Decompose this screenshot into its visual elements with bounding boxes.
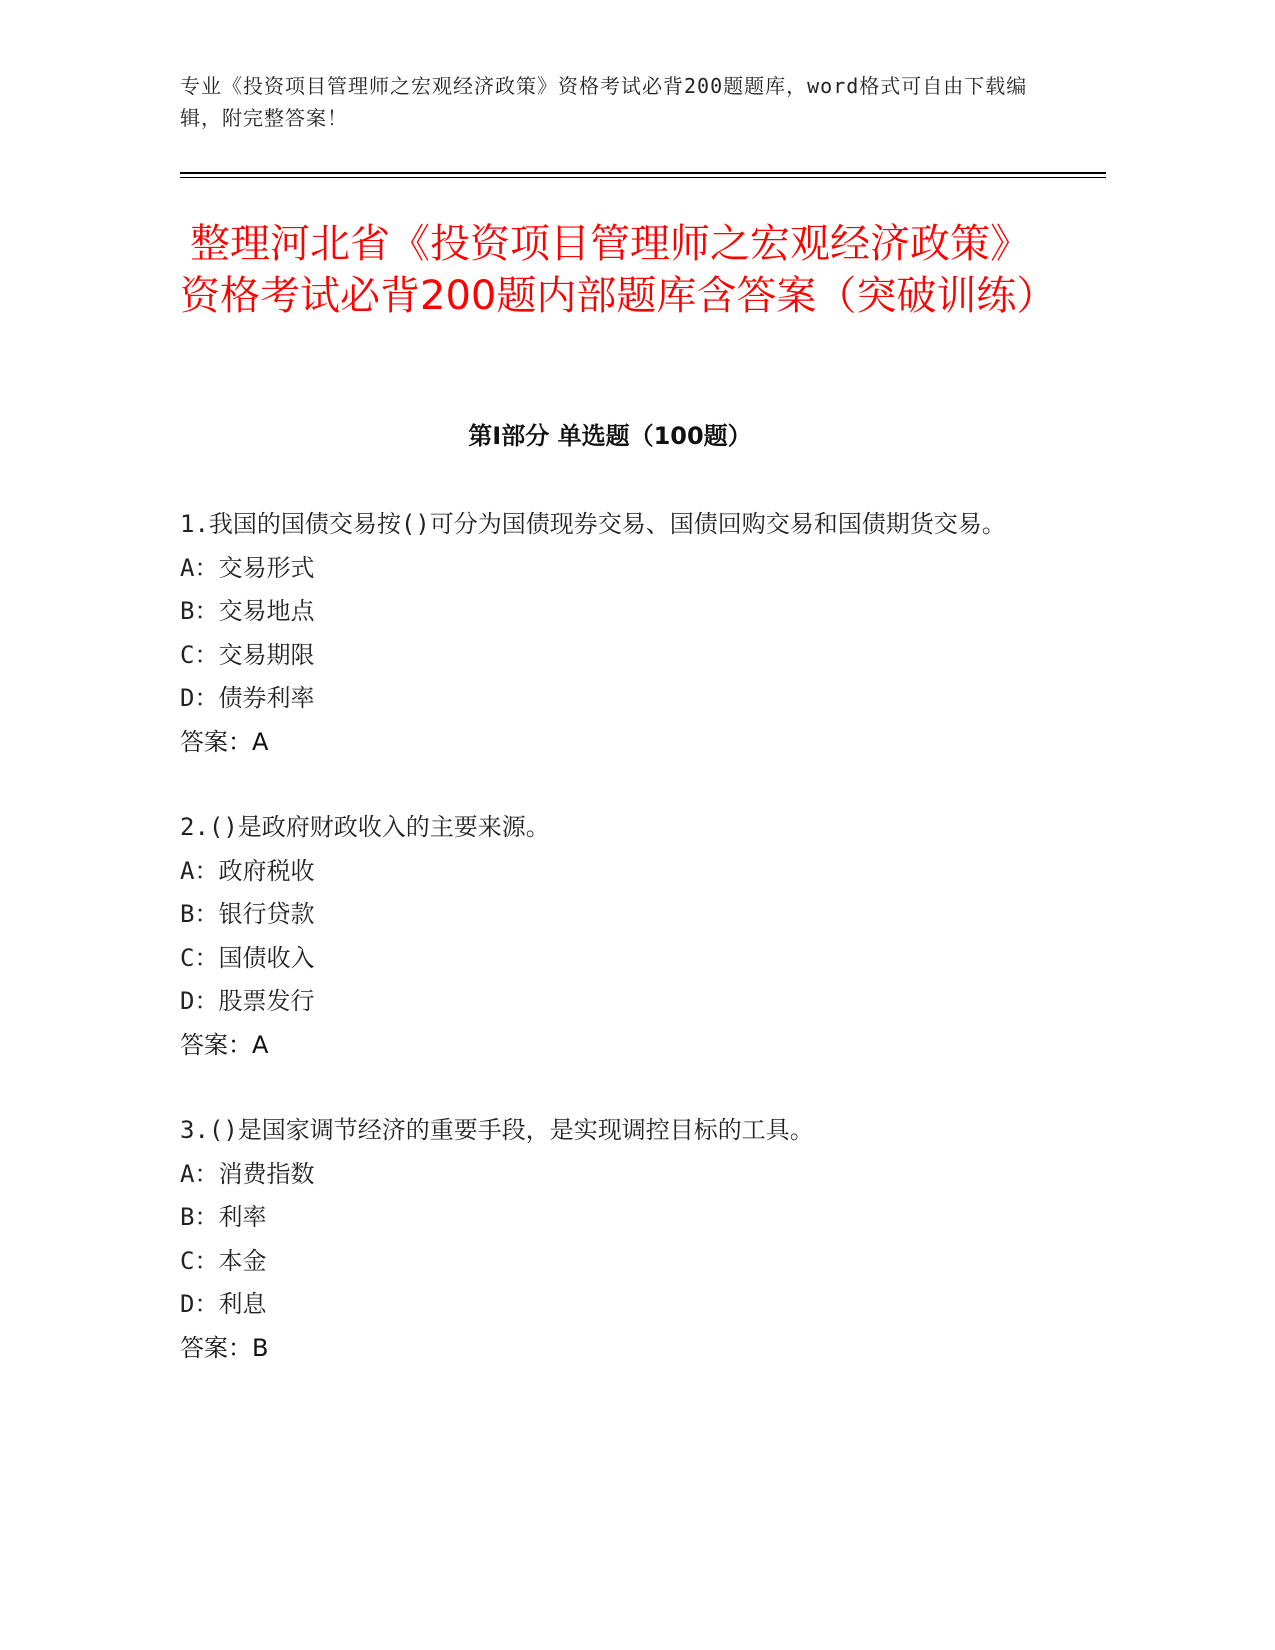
option-a: A：消费指数 — [180, 1159, 315, 1188]
question-stem: 2.()是政府财政收入的主要来源。 — [180, 813, 550, 841]
option-d: D：股票发行 — [180, 987, 315, 1015]
option-a: A：政府税收 — [180, 856, 315, 885]
header-note: 专业《投资项目管理师之宏观经济政策》资格考试必背200题题库，word格式可自由下载编辑，附完整答案！ — [180, 74, 1028, 130]
option-d: D：债券利率 — [180, 684, 315, 712]
answer: 答案：A — [180, 1030, 269, 1059]
question-3 — [180, 1109, 1040, 1370]
question-2 — [180, 806, 1040, 1067]
document-title: 整理河北省《投资项目管理师之宏观经济政策》资格考试必背200题内部题库含答案（突破训练） — [180, 221, 1057, 319]
question-1 — [180, 503, 1040, 764]
option-a: A：交易形式 — [180, 553, 315, 582]
answer: 答案：A — [180, 727, 269, 756]
question-stem: 1.我国的国债交易按()可分为国债现券交易、国债回购交易和国债期货交易。 — [180, 510, 1006, 538]
option-b: B：银行贷款 — [180, 900, 315, 928]
option-c: C：交易期限 — [180, 640, 315, 669]
header-divider-thick — [180, 172, 1106, 174]
section-title: 第I部分 单选题（100题） — [468, 422, 752, 450]
option-d: D：利息 — [180, 1290, 267, 1318]
question-list — [180, 503, 1040, 1412]
answer: 答案：B — [180, 1333, 269, 1362]
option-b: B：交易地点 — [180, 597, 315, 625]
option-c: C：国债收入 — [180, 943, 315, 972]
question-stem: 3.()是国家调节经济的重要手段，是实现调控目标的工具。 — [180, 1116, 814, 1144]
option-b: B：利率 — [180, 1203, 267, 1231]
header-divider-thin — [180, 177, 1106, 178]
option-c: C：本金 — [180, 1246, 267, 1275]
